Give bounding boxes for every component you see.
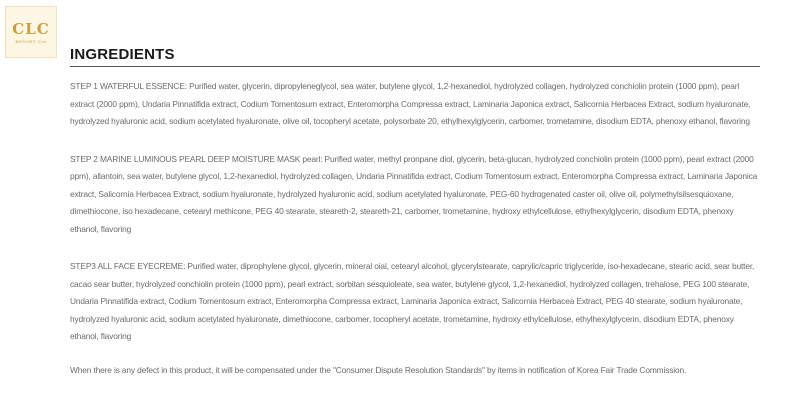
step-3-ingredients: STEP3 ALL FACE EYECREME: Purified water, diprophylene glycol, glycerin, mineral oial, cetearyl alcohol, glycerylstearate, caprylic/capric triglyceride, iso-hexadecane, stearic acid, sear butter, cacao sear butter, hydrolyzed conchiolin protein (1000 ppm), pearl extract, sorbitan sesquioleate, sea water, butylene glycol, 1,2-hexanediol, hydrolyzed collagen, trehalose, PEG 100 stearate, Undaria Pinnatifida extract, Codium Tomentosum extract, Enteromorpha Compressa extract, Laminaria Japonica extract, Salicornia Herbacea Extract, PEG 40 stearate, sodium hyaluronate, hydrolyzed hyaluronic acid, sodium acetylated hyaluronate, dimethiocone, carbomer, tocopheryl acetate, trometamine, hydroxy ethylcellulose, ethylhexylglycerin, disodium EDTA, phenoxy ethanol, flavoring <box>70 261 755 341</box>
title-divider <box>70 66 760 67</box>
logo-mark: CLC <box>12 19 50 38</box>
step-2-ingredients: STEP 2 MARINE LUMINOUS PEARL DEEP MOISTURE MASK pearl: Purified water, methyl pronpane diol, glycerin, beta-glucan, hydrolyzed conchiolin protein (1000 ppm), pearl extract (2000 ppm), allantoin, sea water, butylene glycol, 1,2-hexanediol, hydrolyzed collagen, Undaria Pinnatifida extract, Codium Tomentosum extract, Enteromorpha Compressa extract, Laminaria Japonica extract, Salicornia Herbacea Extract, sodium hyaluronate, hydrolyzed hyaluronic acid, sodium acetylated hyaluronate, PEG-60 hydrogenated caster oil, olive oil, polymethylsilsesquioxane, dimethiocone, iso hexadecane, cetearyl methicone, PEG 40 stearate, steareth-2, steareth-21, carbomer, trometamine, hydroxy ethylcellulose, ethylhexylglycerin, disodium EDTA, phenoxy ethanol, flavoring <box>70 153 758 234</box>
ingredients-list <box>70 78 760 366</box>
logo-subtitle: RESORT Cos <box>15 38 47 44</box>
defect-notice: When there is any defect in this product, it will be compensated under the "Consumer Dispute Resolution Standards" by items in notification of Korea Fair Trade Commission. <box>70 365 687 375</box>
brand-logo <box>5 6 57 58</box>
section-title: INGREDIENTS <box>70 46 175 63</box>
step-1-ingredients: STEP 1 WATERFUL ESSENCE: Purified water, glycerin, dipropyleneglycol, sea water, butylene glycol, 1,2-hexanediol, hydrolyzed collagen, hydrolyzed conchiolin protein (1000 ppm), pearl extract (2000 ppm), Undaria Pinnatifida extract, Codium Tomentosum extract, Enteromorpha Compressa extract, Laminaria Japonica extract, Salicornia Herbacea Extract, sodium hyaluronate, hydrolyzed hyaluronic acid, sodium acetylated hyaluronate, olive oil, tocopheryl acetate, polysorbate 20, ethylhexylglycerin, carbomer, trometamine, disodium EDTA, phenoxy ethanol, flavoring <box>70 81 751 126</box>
